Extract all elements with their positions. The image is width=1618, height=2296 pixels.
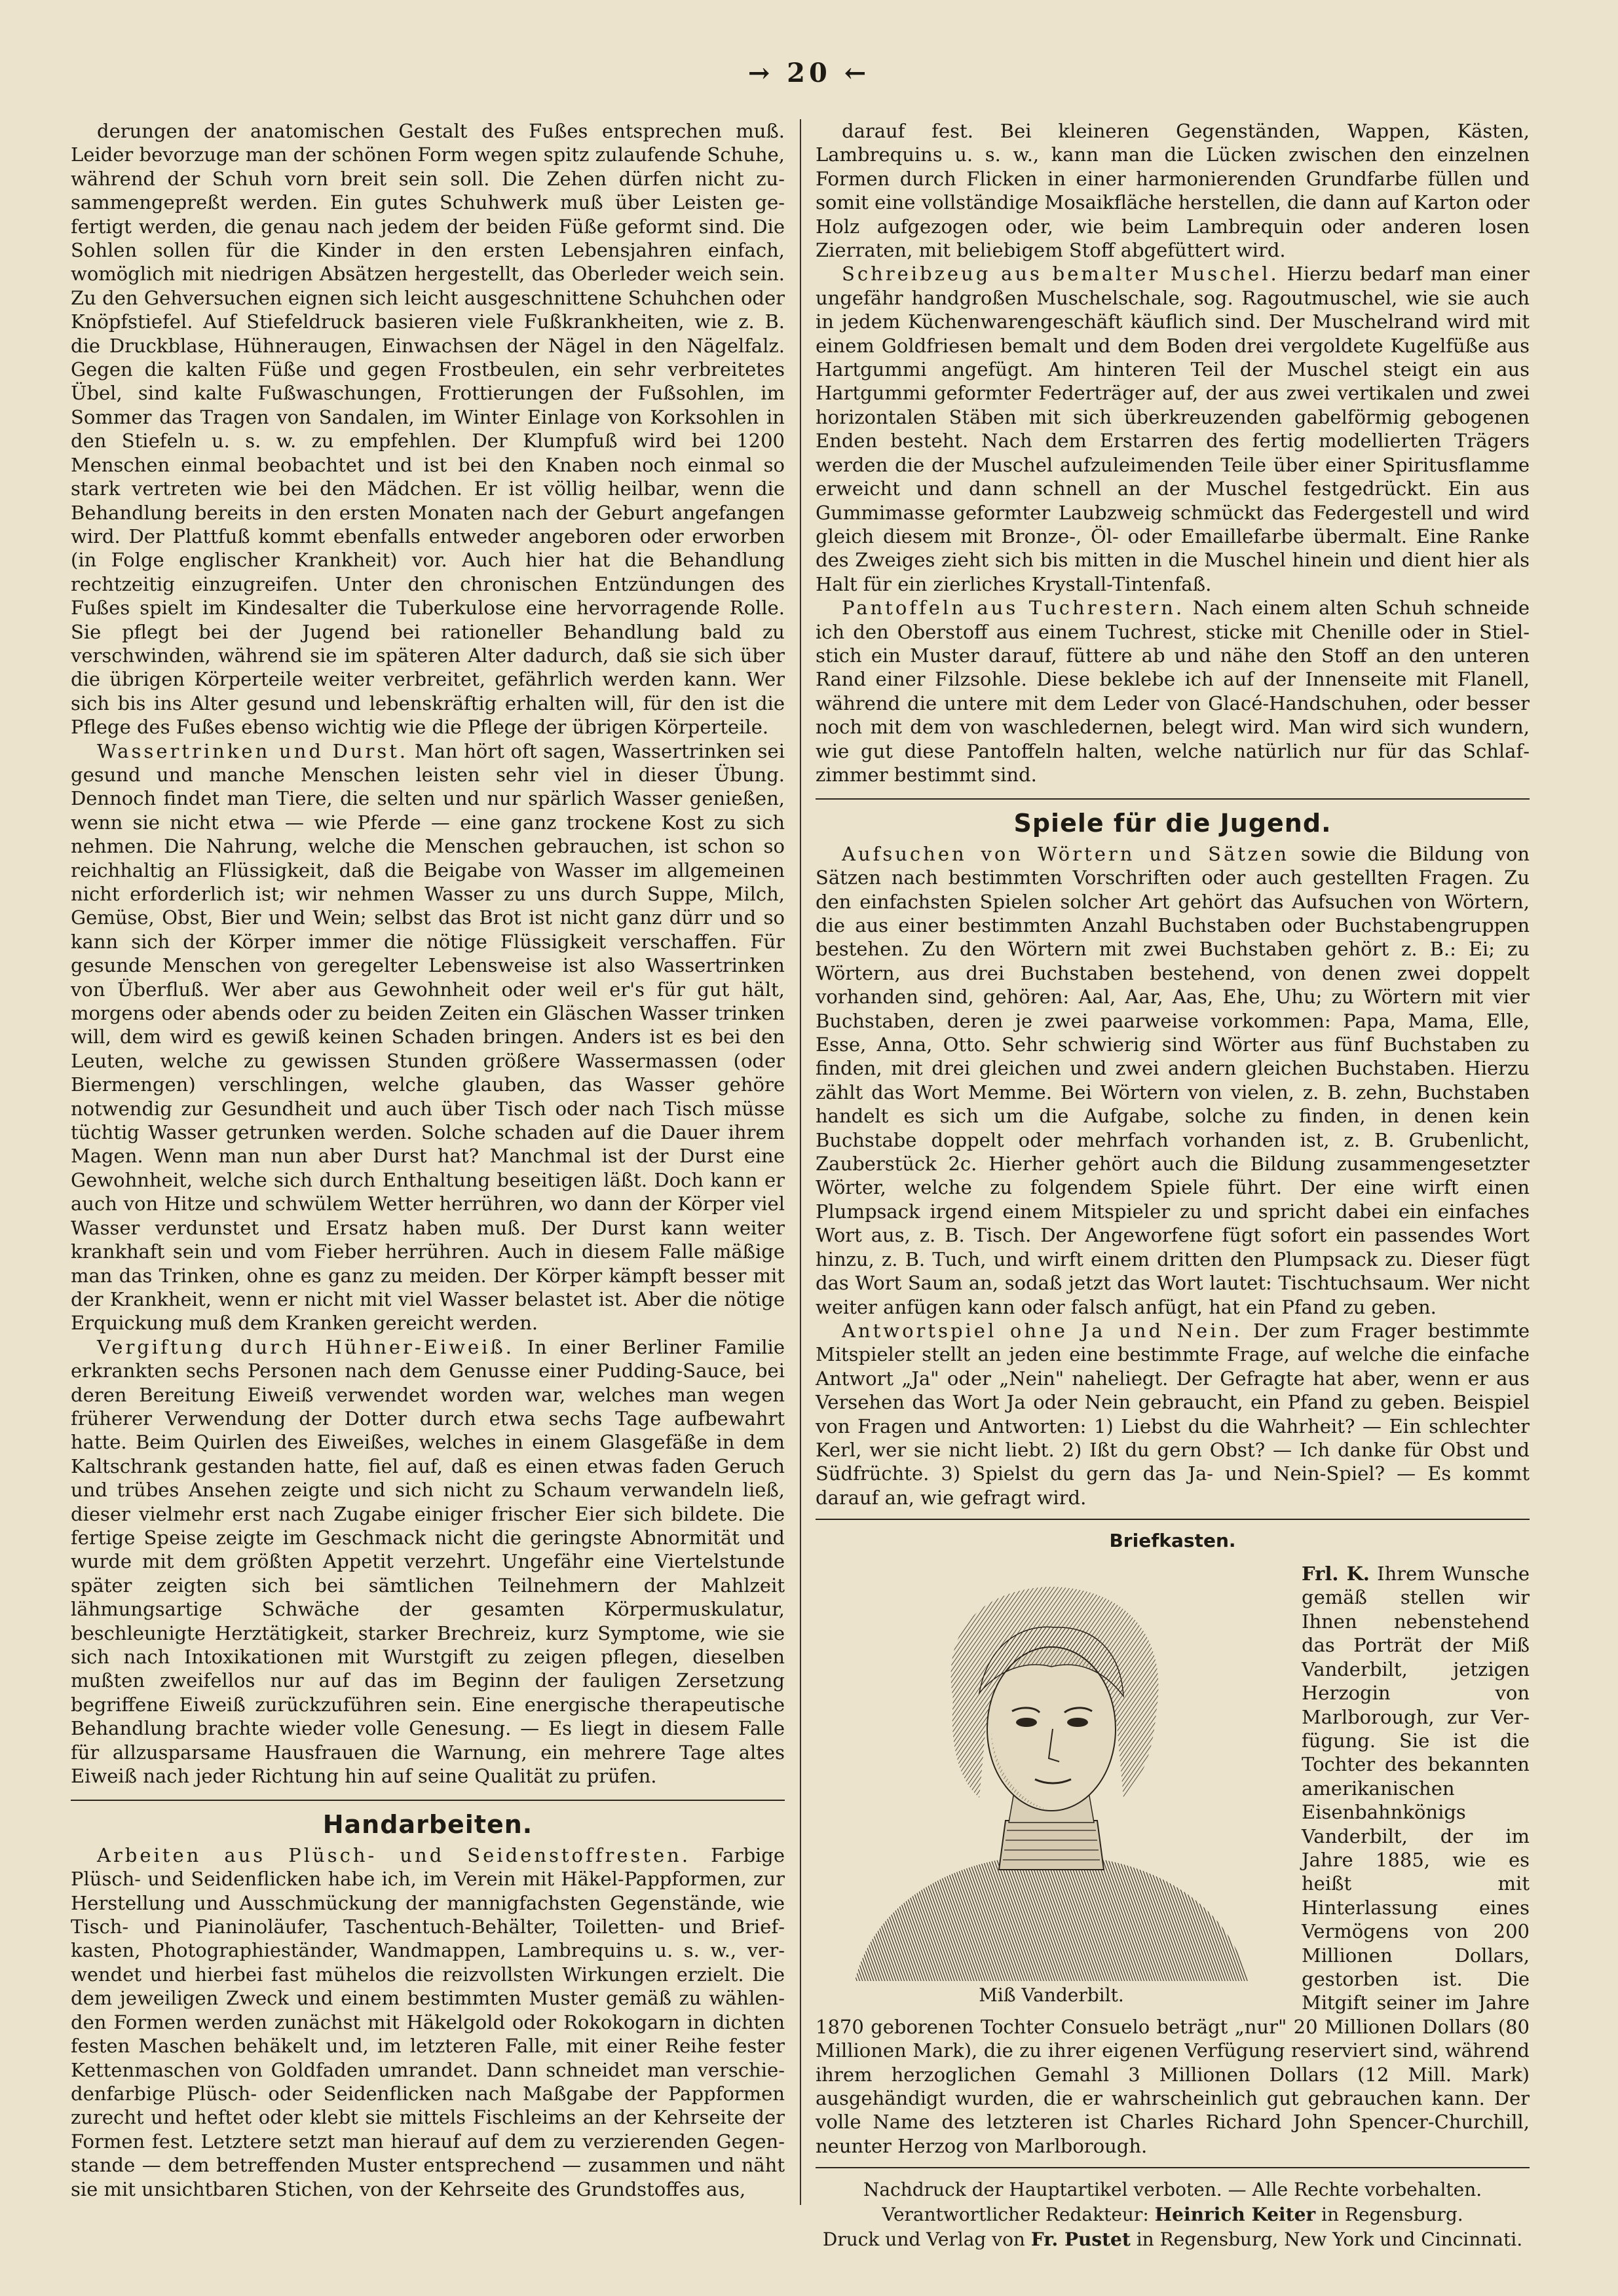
imprint (816, 2177, 1530, 2252)
article-heading: Aufsuchen von Wörtern und Sätzen (842, 842, 1290, 865)
article-word-games: Aufsuchen von Wörtern und Sätzen sowie die Bildung von Sätzen nach bestimmten Vorschriften oder auch gestellten Fragen. Zu den einfachsten Spielen solcher Art gehört das Aufsuchen von Wörtern, die aus einer bestimmten Anzahl Buchstaben oder Buchstabengruppen bestehen. Zu den Wörtern mit zwei Buchstaben gehört z. B.: Ei; zu Wörtern, aus drei Buchstaben bestehend, von denen zwei doppelt vorhanden sind, gehören: Aal, Aar, Aas, Ehe, Uhu; zu Wörtern mit vier Buchstaben, deren je zwei paarweise vorkommen: Papa, Mama, Elle, Esse, Anna, Otto. Sehr schwierig sind Wörter aus fünf Buchstaben zu finden, mit drei gleichen und zwei andern gleichen Buchstaben. Hierzu zählt das Wort Memme. Bei Wörtern von vielen, z. B. zehn, Buchstaben handelt es sich um die Aufgabe, solche zu finden, in denen kein Buchstabe doppelt oder mehrfach vorhanden ist, z. B. Grubenlicht, Zauberstück 2c. Hierher gehört auch die Bildung zusammengesetzter Wörter, welche zu folgendem Spiele führt. Der eine wirft einen Plumpsack irgend einem Mitspieler zu und spricht dabei ein einfaches Wort aus, z. B. Tisch. Der Angeworfene fügt sofort ein passendes Wort hinzu, z. B. Tuch, und wirft einem dritten den Plumpsack zu. Dieser fügt das Wort Saum an, sodaß jetzt das Wort lautet: Tischtuchsaum. Wer nicht weiter anfügen kann oder falsch anfügt, hat ein Pfand zu geben. (816, 842, 1530, 1318)
imprint-rights: Nachdruck der Hauptartikel verboten. — Alle Rechte vorbehalten. (863, 2178, 1482, 2200)
section-title-spiele: Spiele für die Jugend. (1013, 809, 1332, 838)
imprint-publisher: Druck und Verlag von Fr. Pustet in Regensburg, New York und Cincinnati. (822, 2228, 1523, 2250)
article-foot-care: derungen der anatomischen Gestalt des Fußes entsprechen muß. Leider bevorzuge man der schönen Form wegen spitz zulaufende Schuhe, während der Schuh vorn breit sein soll. Die Zehen dürfen nicht zusammengepreßt werden. Ein gutes Schuhwerk muß über Leisten gefertigt werden, die genau nach jedem der beiden Füße geformt sind. Die Sohlen sollen für die Kinder in den ersten Lebensjahren einfach, womöglich mit niedrigen Absätzen hergestellt, das Oberleder weich sein. Zu den Gehversuchen eignen sich leicht ausgeschnittene Schuhchen oder Knöpfstiefel. Auf Stiefeldruck basieren viele Fußkrankheiten, wie z. B. die Druckblase, Hühneraugen, Einwachsen der Nägel in den Nägelfalz. Gegen die kalten Füße und gegen Frostbeulen, ein sehr verbreitetes Übel, sind kalte Fußwaschungen, Frottierungen der Fußsohlen, im Sommer das Tragen von Sandalen, im Winter Einlage von Korksohlen in den Stiefeln u. s. w. zu empfehlen. Der Klumpfuß wird bei 1200 Menschen einmal beobachtet und ist bei den Knaben noch einmal so stark vertreten wie bei den Mädchen. Er ist völlig heilbar, wenn die Behandlung bereits in den ersten Monaten nach der Geburt angefangen wird. Der Plattfuß kommt ebenfalls entweder angeboren oder erworben (in Folge englischer Krankheit) vor. Auch hier hat die Behandlung rechtzeitig einzugreifen. Unter den chronischen Entzündungen des Fußes spielt im Kindesalter die Tuberkulose eine hervorragende Rolle. Sie pflegt bei der Jugend bei rationeller Behandlung bald zu verschwinden, während sie im späteren Alter dadurch, daß sie sich über die übrigen Körperteile weiter verbreitet, gefährlich werden kann. Wer sich bis ins Alter gesund und lebenskräftig erhalten will, für den ist die Pflege des Fußes ebenso wichtig wie die Pflege der übrigen Körperteile. (71, 120, 785, 739)
imprint-editor: Verantwortlicher Redakteur: Heinrich Keiter in Regensburg. (882, 2203, 1463, 2225)
article-heading: Vergiftung durch Hühner-Eiweiß. (97, 1335, 515, 1358)
article-egg-poisoning: Vergiftung durch Hühner-Eiweiß. In einer Berliner Familie erkrankten sechs Personen nach dem Genusse einer Pudding-Sauce, bei deren Bereitung Eiweiß verwendet worden war, welches man wegen früherer Verwendung der Dotter durch etwa sechs Tage aufbewahrt hatte. Beim Quirlen des Eiweißes, welches in einem Glasgefäße in dem Kaltschrank gestanden hatte, fiel auf, daß es einen etwas faden Geruch und trübes Ansehen zeigte und sich nicht zu Schaum verwandeln ließ, dieser vielmehr erst nach Zugabe einiger frischer Eier sich bildete. Die fertige Speise zeigte im Geschmack nicht die geringste Abnormität und wurde mit dem größten Appetit verzehrt. Ungefähr eine Viertelstunde später zeigten sich bei sämtlichen Teilnehmern der Mahlzeit lähmungsartige Schwäche der gesamten Körpermuskulatur, beschleunigte Herztätigkeit, starker Brechreiz, kurz Symptome, wie sie sich nach Intoxikationen mit Wurstgift zu zeigen pflegen, dieselben mußten zweifellos nur auf das im Beginn der fauligen Zersetzung begriffene Eiweiß zurückzuführen sein. Eine energische therapeutische Behandlung brachte wieder volle Genesung. — Es liegt in diesem Falle für allzusparsame Hausfrauen die Warnung, ein mehrere Tage altes Eiweiß nach jeder Richtung hin auf seine Qualität zu prüfen. (71, 1335, 785, 1788)
article-heading: Arbeiten aus Plüsch- und Seidenstoffresten. (97, 1843, 691, 1866)
column-divider (800, 119, 801, 2205)
portrait-figure (816, 1562, 1287, 2007)
article-plush-work-cont: darauf fest. Bei kleineren Gegenständen, Wappen, Kästen, Lambrequins u. s. w., kann man die Lücken zwischen den einzelnen Formen durch Flicken in einer harmonierenden Grundfarbe füllen und somit eine vollständige Mosaikfläche herstellen, die dann auf Karton oder Holz aufgezogen oder, wie beim Lambrequin oder anderen losen Zierraten, mit beliebigem Stoff abgefüttert wird. (816, 120, 1530, 262)
letterbox-reply: Frl. K. Ihrem Wunsche gemäß stellen wir Ihnen nebenstehend das Porträt der Miß Vanderbilt, jetzigen Herzogin von Marlborough, zur Verfügung. Sie ist die Tochter des bekannten amerikanischen Eisenbahnkönigs Vanderbilt, der im Jahre 1885, wie es heißt mit Hinterlassung eines Vermögens von 200 Millionen Dollars, gestorben ist. Die Mitgift seiner im Jahre 1870 geborenen Tochter Consuelo beträgt „nur" 20 Millionen Dollars (80 Millionen Mark), die zu ihrer eigenen Verfügung reserviert sind, während ihrem herzoglichen Gemahl 3 Millionen Dollars (12 Mill. Mark) ausgehändigt wurden, die er wahrscheinlich gut gebrauchen kann. Der volle Name des letzteren ist Charles Richard John Spencer-Churchill, neunter Herzog von Marlborough. (816, 1563, 1530, 2157)
letterbox (816, 1562, 1530, 2158)
article-water-drinking: Wassertrinken und Durst. Man hört oft sagen, Wassertrinken sei gesund und manche Menschen leisten sehr viel in dieser Übung. Dennoch findet man Tiere, die selten und nur spärlich Wasser genießen, wenn sie nicht etwa — wie Pferde — eine ganz trockene Kost zu sich nehmen. Die Nahrung, welche die Menschen gebrauchen, ist schon so reichhaltig an Flüssigkeit, daß die Beigabe von Wasser im allgemeinen nicht erforderlich ist; wir nehmen Wasser zu uns durch Suppe, Milch, Gemüse, Obst, Bier und Wein; selbst das Brot ist nicht ganz dürr und so kann sich der Körper immer die nötige Flüssigkeit verschaffen. Für gesunde Menschen von geregelter Lebensweise ist also Wassertrinken von Überfluß. Wer aber aus Gewohnheit oder weil er's für gut hält, morgens oder abends oder zu beiden Zeiten ein Gläschen Wasser trinken will, dem wird es gewiß keinen Schaden bringen. Anders ist es bei den Leuten, welche zu gewissen Stunden größere Wassermassen (oder Biermengen) verschlingen, welche glauben, das Wasser gehöre notwendig zur Gesundheit und auch über Tisch oder nach Tisch müsse tüchtig Wasser getrunken werden. Solche schaden auf die Dauer ihrem Magen. Wenn man nun aber Durst hat? Manchmal ist der Durst eine Gewohnheit, welche sich durch Enthaltung beseitigen läßt. Doch kann er auch von Hitze und schwülem Wetter herrühren, wo dann der Körper viel Wasser verdunstet und Ersatz haben muß. Der Durst kann weiter krankhaft sein und vom Fieber herrühren. Auch in diesem Falle mäßige man das Trinken, ohne es ganz zu meiden. Der Körper kämpft besser mit der Krankheit, wenn er nicht mit viel Wasser belastet ist. Aber die nötige Erquickung muß dem Kranken gereicht werden. (71, 739, 785, 1335)
article-heading: Wassertrinken und Durst. (97, 739, 409, 762)
page-number: → 20 ← (747, 58, 871, 88)
article-heading: Schreibzeug aus bemalter Muschel. (842, 263, 1279, 286)
section-rule (816, 798, 1530, 800)
right-column (816, 119, 1530, 2252)
article-plush-work: Arbeiten aus Plüsch- und Seidenstoffresten. Farbige Plüsch- und Seidenflicken habe ich, im Verein mit Häkel-Pappformen, zur Herstellung und Ausschmückung der mannigfachsten Gegenstände, wie Tisch- und Pianinoläufer, Taschentuch-Behälter, Toiletten- und Briefkasten, Photographieständer, Wandmappen, Lambrequins u. s. w., verwendet und hierbei fast mühelos die reizvollsten Wirkungen erzielt. Die dem jeweiligen Zweck und einem bestimmten Muster gemäß zu wählenden Formen werden zunächst mit Häkelgold oder Rokokogarn in dichten festen Maschen behäkelt und, im letzteren Falle, mit einer Reihe fester Kettenmaschen von Goldfaden umrandet. Dann schneidet man verschiedenfarbige Plüsch- oder Seidenflicken nach Maßgabe der Pappformen zurecht und heftet oder klebt sie mittels Fischleims an der Kehrseite der Formen fest. Letztere setzt man hierauf auf dem zu verzierenden Gegenstande — dem betreffenden Muster entsprechend — zusammen und näht sie mit unsichtbaren Stichen, von der Kehrseite des Grundstoffes aus, (71, 1843, 785, 2200)
footer-rule (816, 2167, 1530, 2168)
letterbox-recipient: Frl. K. (1302, 1563, 1370, 1585)
portrait-caption: Miß Vanderbilt. (979, 1984, 1124, 2007)
section-title-briefkasten: Briefkasten. (1109, 1529, 1236, 1551)
portrait-engraving (816, 1562, 1287, 1981)
article-slippers: Pantoffeln aus Tuchrestern. Nach einem alten Schuh schneide ich den Oberstoff aus einem Tuchrest, sticke mit Chenille oder in Stielstich ein Muster darauf, füttere ab und nähe den Stoff an den unteren Rand einer Filzsohle. Diese beklebe ich auf der Innenseite mit Flanell, während die untere mit dem Leder von Glacé-Handschuhen, oder besser noch mit dem von waschledernen, belegt wird. Man wird sich wundern, wie gut diese Pantoffeln halten, welche natürlich nur für das Schlafzimmer bestimmt sind. (816, 597, 1530, 786)
article-heading: Antwortspiel ohne Ja und Nein. (842, 1319, 1243, 1342)
article-shell-inkstand: Schreibzeug aus bemalter Muschel. Hierzu bedarf man einer ungefähr handgroßen Muschelschale, sog. Ragoutmuschel, wie sie auch in jedem Küchenwarengeschäft käuflich sind. Der Muschelrand wird mit einem Goldfriesen bemalt und dem Boden drei vergoldete Kugelfüße aus Hartgummi angefügt. Am hinteren Teil der Muschel steigt ein aus Hartgummi geformter Federträger auf, der aus zwei vertikalen und zwei horizontalen Stäben mit sich überkreuzenden gabelförmig gebogenen Enden besteht. Nach dem Erstarren des fertig modellierten Trägers werden die der Muschel aufzuleimenden Teile über einer Spiritusflamme erweicht und dann schnell an der Muschel festgedrückt. Ein aus Gummimasse geformter Laubzweig schmückt das Federgestell und wird gleich diesem mit Bronze-, Öl- oder Emaillefarbe übermalt. Eine Ranke des Zweiges zieht sich bis mitten in die Muschel hinein und dient hier als Halt für ein zierliches Krystall-Tintenfaß. (816, 263, 1530, 595)
article-heading: Pantoffeln aus Tuchrestern. (842, 597, 1185, 620)
section-rule (816, 1519, 1530, 1520)
left-column (71, 119, 785, 2201)
section-rule (71, 1800, 785, 1801)
article-answer-game: Antwortspiel ohne Ja und Nein. Der zum Frager bestimmte Mitspieler stellt an jeden eine bestimmte Frage, auf welche die einfache Antwort „Ja" oder „Nein" naheliegt. Der Gefragte hat aber, wenn er aus Versehen das Wort Ja oder Nein gebraucht, ein Pfand zu geben. Beispiel von Fragen und Antworten: 1) Liebst du die Wahrheit? — Ein schlechter Kerl, wer sie nicht liebt. 2) Ißt du gern Obst? — Ich danke für Obst und Südfrüchte. 3) Spielst du gern das Ja- und Nein-Spiel? — Es kommt darauf an, wie gefragt wird. (816, 1319, 1530, 1509)
section-title-handarbeiten: Handarbeiten. (322, 1810, 533, 1840)
